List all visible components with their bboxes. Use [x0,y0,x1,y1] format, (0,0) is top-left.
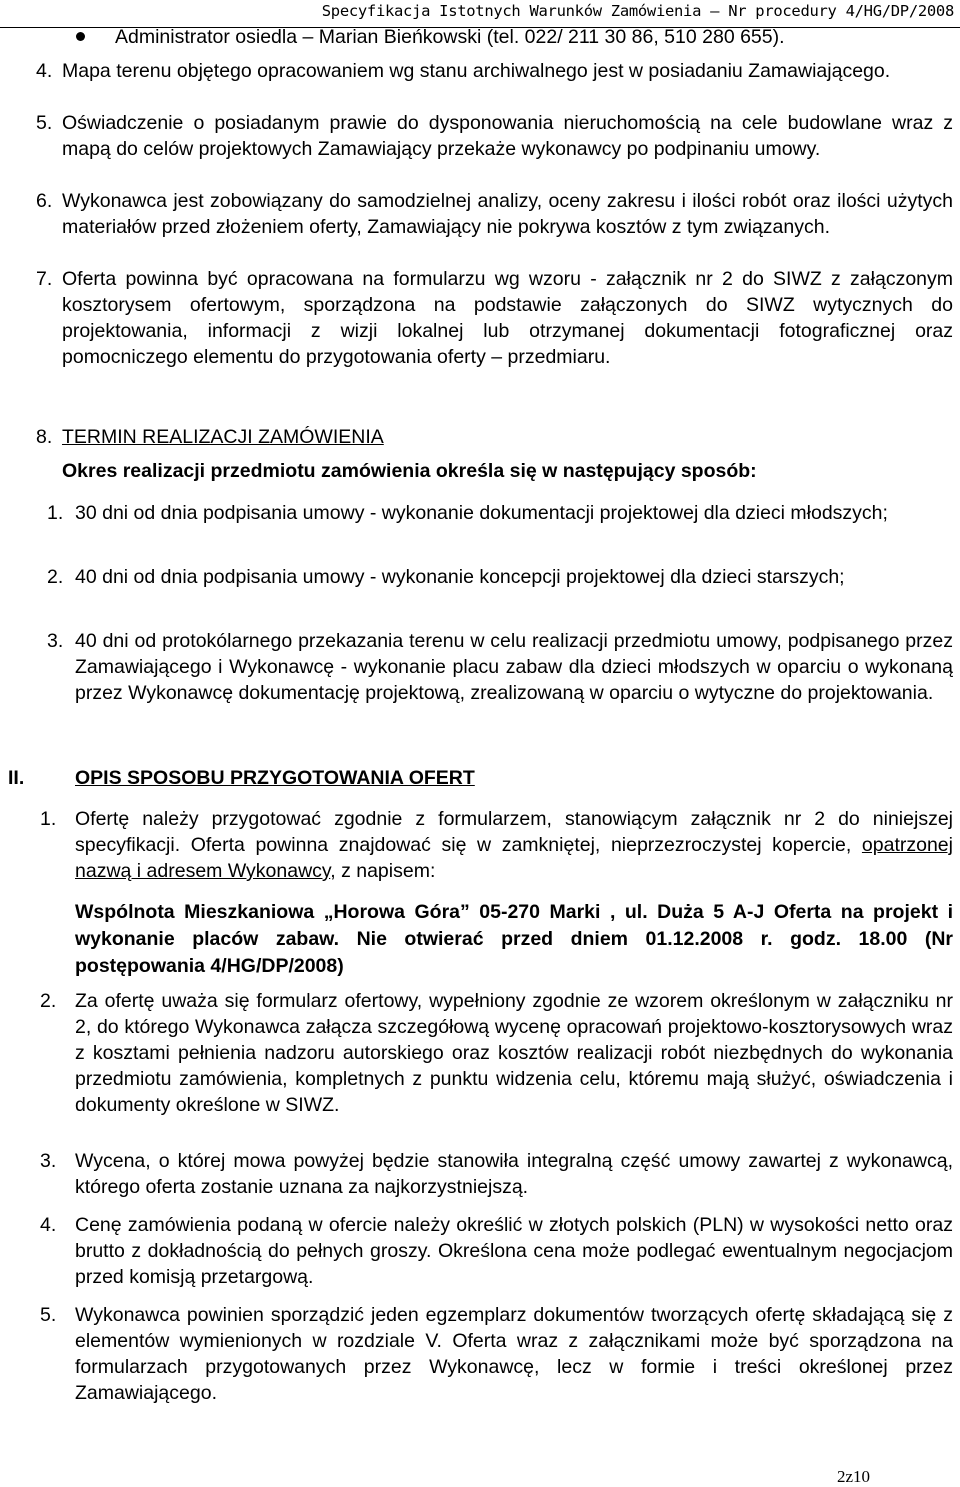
section-lead: Okres realizacji przedmiotu zamówienia określa się w następujący sposób: [62,460,757,482]
list-item-text: Administrator osiedla – Marian Bieńkowski (tel. 022/ 211 30 86, 510 280 655). [115,26,785,48]
list-item-marker: 2. [47,566,64,588]
list-item-text: 40 dni od dnia podpisania umowy - wykonanie koncepcji projektowej dla dzieci starszych; [75,566,845,588]
page-number: 2z10 [836,1467,870,1486]
item-text-part: Ofertę należy przygotować zgodnie z formularzem, stanowiącym załącznik nr 2 do niniejszej specyfikacji. Oferta powinna znajdować się w zamkniętej, nieprzezroczystej kopercie, [75,808,953,856]
section-marker: 8. [36,426,53,448]
list-item-marker: 4. [40,1214,57,1236]
list-item-text: Wykonawca powinien sporządzić jeden egzemplarz dokumentów tworzących ofertę składającą się z elementów wymienionych w rozdziale V. Oferta wraz z załącznikami może być sporządzona na formularzach przygotowanych przez Wykonawcę, lecz w formie i treści określonej przez Zamawiającego. [75,1304,953,1404]
list-item-marker: 3. [40,1150,57,1172]
list-item-text [75,806,953,884]
list-item-text: Mapa terenu objętego opracowaniem wg stanu archiwalnego jest w posiadaniu Zamawiającego. [62,60,891,82]
list-item-marker: 5. [40,1304,57,1326]
list-item-marker: 2. [40,990,57,1012]
header-title: Specyfikacja Istotnych Warunków Zamówienia – Nr procedury 4/HG/DP/2008 [321,2,954,20]
list-item-marker: 3. [47,630,64,652]
list-item-text: Wycena, o której mowa powyżej będzie stanowiła integralną część umowy zawartej z wykonawcą, którego oferta zostanie uznana za najkorzystniejszą. [75,1150,953,1198]
bullet-icon [76,32,85,41]
list-item-marker: 1. [40,808,57,830]
list-item-marker: 6. [36,190,53,212]
list-item-marker: 4. [36,60,53,82]
list-item-text: 30 dni od dnia podpisania umowy - wykonanie dokumentacji projektowej dla dzieci młodszych; [75,502,888,524]
list-item-text: 40 dni od protokólarnego przekazania terenu w celu realizacji przedmiotu umowy, podpisanego przez Zamawiającego i Wykonawcę - wykonanie placu zabaw dla dzieci młodszych w oparciu o wykonaną przez Wykonawcę dokumentację projektową, zrealizowaną w oparciu o wytyczne do projektowania. [75,630,953,704]
list-item-marker: 7. [36,268,53,290]
item-text-part: , z napisem: [330,860,436,882]
list-item-marker: 5. [36,112,53,134]
list-item-text: Cenę zamówienia podaną w ofercie należy określić w złotych polskich (PLN) w wysokości netto oraz brutto z dokładnością do pełnych groszy. Określona cena może podlegać ewentualnym negocjacjom przed komisją przetargową. [75,1214,953,1288]
item-text-underlined: opatrzonej nazwą i adresem Wykonawcy [75,834,953,882]
list-item-text: Oświadczenie o posiadanym prawie do dysponowania nieruchomością na cele budowlane wraz z mapą do celów projektowych Zamawiający przekaże wykonawcy po podpinaniu umowy. [62,112,953,160]
section-marker: II. [8,767,25,789]
section-title: OPIS SPOSOBU PRZYGOTOWANIA OFERT [75,767,475,789]
list-item-text: Oferta powinna być opracowana na formularzu wg wzoru - załącznik nr 2 do SIWZ z załączonym kosztorysem ofertowym, sporządzona na podstawie załączonych do SIWZ wytycznych do projektowania, informacji z wizji lokalnej lub otrzymanej dokumentacji fotograficznej oraz pomocniczego elementu do przygotowania oferty – przedmiaru. [62,268,953,368]
list-item-marker: 1. [47,502,64,524]
list-item-text: Wykonawca jest zobowiązany do samodzielnej analizy, oceny zakresu i ilości robót oraz ilości użytych materiałów przed złożeniem oferty, Zamawiający nie pokrywa kosztów z tym związanych. [62,190,953,238]
offer-label-text: Wspólnota Mieszkaniowa „Horowa Góra” 05-270 Marki , ul. Duża 5 A-J Oferta na projekt i wykonanie placów zabaw. Nie otwierać przed dniem 01.12.2008 r. godz. 18.00 (Nr postępowania 4/HG/DP/2008) [75,901,953,977]
section-title: TERMIN REALIZACJI ZAMÓWIENIA [62,426,384,448]
list-item-text: Za ofertę uważa się formularz ofertowy, wypełniony zgodnie ze wzorem określonym w załączniku nr 2, do którego Wykonawca załącza szczegółową wycenę opracowań projektowo-kosztorysowych wraz z kosztami pełnienia nadzoru autorskiego oraz kosztów realizacji robót niezbędnych do wykonania przedmiotu zamówienia, kompletnych z punktu widzenia celu, któremu mają służyć, oświadczenia i dokumenty określone w SIWZ. [75,990,953,1116]
